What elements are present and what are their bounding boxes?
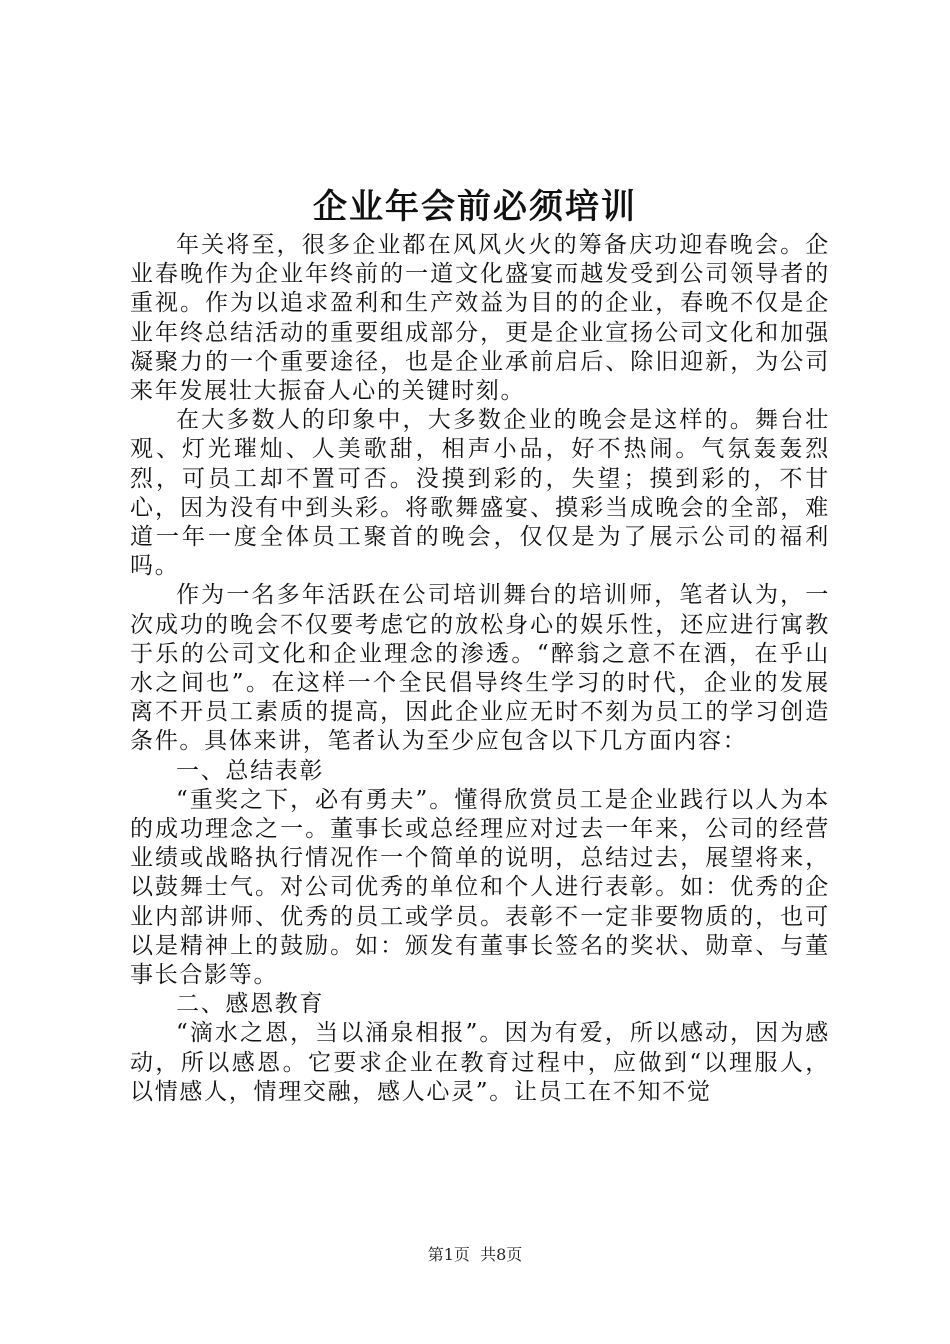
section-heading-summary: 一、总结表彰 bbox=[176, 757, 325, 784]
paragraph-impression: 在大多数人的印象中，大多数企业的晚会是这样的。舞台壮观、灯光璀灿、人美歌甜，相声小品，好不热闹。气氛轰轰烈烈，可员工却不置可否。没摸到彩的，失望；摸到彩的，不甘心，因为没有中到头彩。将歌舞盛宴、摸彩当成晚会的全部，难道一年一度全体员工聚首的晚会，仅仅是为了展示公司的福利吗。 bbox=[130, 407, 830, 580]
paragraph-gratitude: “滴水之恩，当以涌泉相报”。因为有爱，所以感动，因为感动，所以感恩。它要求企业在教育过程中，应做到“以理服人，以情感人，情理交融，感人心灵”。让员工在不知不觉 bbox=[130, 1020, 830, 1105]
paragraph-intro: 年关将至，很多企业都在风风火火的筹备庆功迎春晚会。企业春晚作为企业年终前的一道文化盛宴而越发受到公司领导者的重视。作为以追求盈利和生产效益为目的的企业，春晚不仅是企业年终总结活动的重要组成部分，更是企业宣扬公司文化和加强凝聚力的一个重要途径，也是企业承前启后、除旧迎新，为公司来年发展壮大振奋人心的关键时刻。 bbox=[130, 232, 830, 405]
section-heading-gratitude: 二、感恩教育 bbox=[176, 991, 325, 1018]
document-title: 企业年会前必须培训 bbox=[313, 187, 637, 227]
paragraph-summary: “重奖之下，必有勇夫”。懂得欣赏员工是企业践行以人为本的成功理念之一。董事长或总经理应对过去一年来，公司的经营业绩或战略执行情况作一个简单的说明，总结过去，展望将来，以鼓舞士气。对公司优秀的单位和个人进行表彰。如：优秀的企业内部讲师、优秀的员工或学员。表彰不一定非要物质的，也可以是精神上的鼓励。如：颁发有董事长签名的奖状、勋章、与董事长合影等。 bbox=[130, 786, 830, 989]
document-body bbox=[130, 231, 830, 1107]
page-number: 第1页 共8页 bbox=[427, 1245, 523, 1264]
paragraph-trainer-view: 作为一名多年活跃在公司培训舞台的培训师，笔者认为，一次成功的晚会不仅要考虑它的放松身心的娱乐性，还应进行寓教于乐的公司文化和企业理念的渗透。“醉翁之意不在酒，在乎山水之间也”。在这样一个全民倡导终生学习的时代，企业的发展离不开员工素质的提高，因此企业应无时不刻为员工的学习创造条件。具体来讲，笔者认为至少应包含以下几方面内容： bbox=[130, 582, 830, 755]
page-footer bbox=[0, 1244, 950, 1266]
